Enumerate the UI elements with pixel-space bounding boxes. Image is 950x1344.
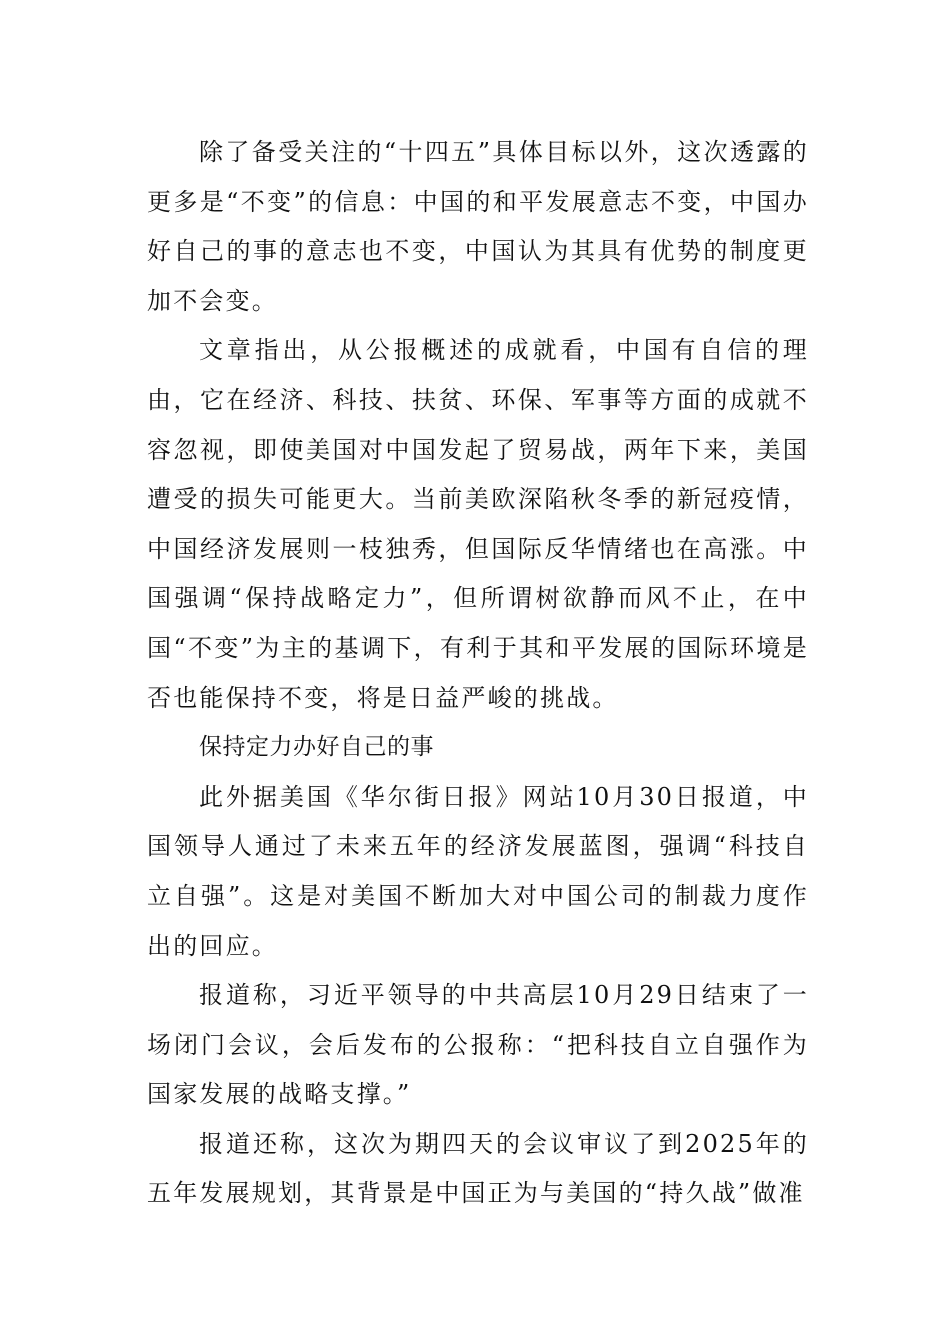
article-body [147, 128, 809, 1219]
paragraph-achievements: 文章指出，从公报概述的成就看，中国有自信的理由，它在经济、科技、扶贫、环保、军事等方面的成就不容忽视，即使美国对中国发起了贸易战，两年下来，美国遭受的损失可能更大。当前美欧深陷秋冬季的新冠疫情，中国经济发展则一枝独秀，但国际反华情绪也在高涨。中国强调“保持战略定力”，但所谓树欲静而风不止，在中国“不变”为主的基调下，有利于其和平发展的国际环境是否也能保持不变，将是日益严峻的挑战。 [147, 336, 809, 712]
section-heading: 保持定力办好自己的事 [199, 734, 434, 761]
paragraph-five-year-plan: 报道还称，这次为期四天的会议审议了到2025年的五年发展规划，其背景是中国正为与美国的“持久战”做准 [147, 1129, 809, 1208]
paragraph-wsj-report: 此外据美国《华尔街日报》网站10月30日报道，中国领导人通过了未来五年的经济发展蓝图，强调“科技自立自强”。这是对美国不断加大对中国公司的制裁力度作出的回应。 [147, 782, 809, 960]
paragraph-unchanged-signals: 除了备受关注的“十四五”具体目标以外，这次透露的更多是“不变”的信息：中国的和平发展意志不变，中国办好自己的事的意志也不变，中国认为其具有优势的制度更加不会变。 [147, 138, 809, 315]
paragraph-communique: 报道称，习近平领导的中共高层10月29日结束了一场闭门会议，会后发布的公报称：“把科技自立自强作为国家发展的战略支撑。” [147, 981, 809, 1109]
